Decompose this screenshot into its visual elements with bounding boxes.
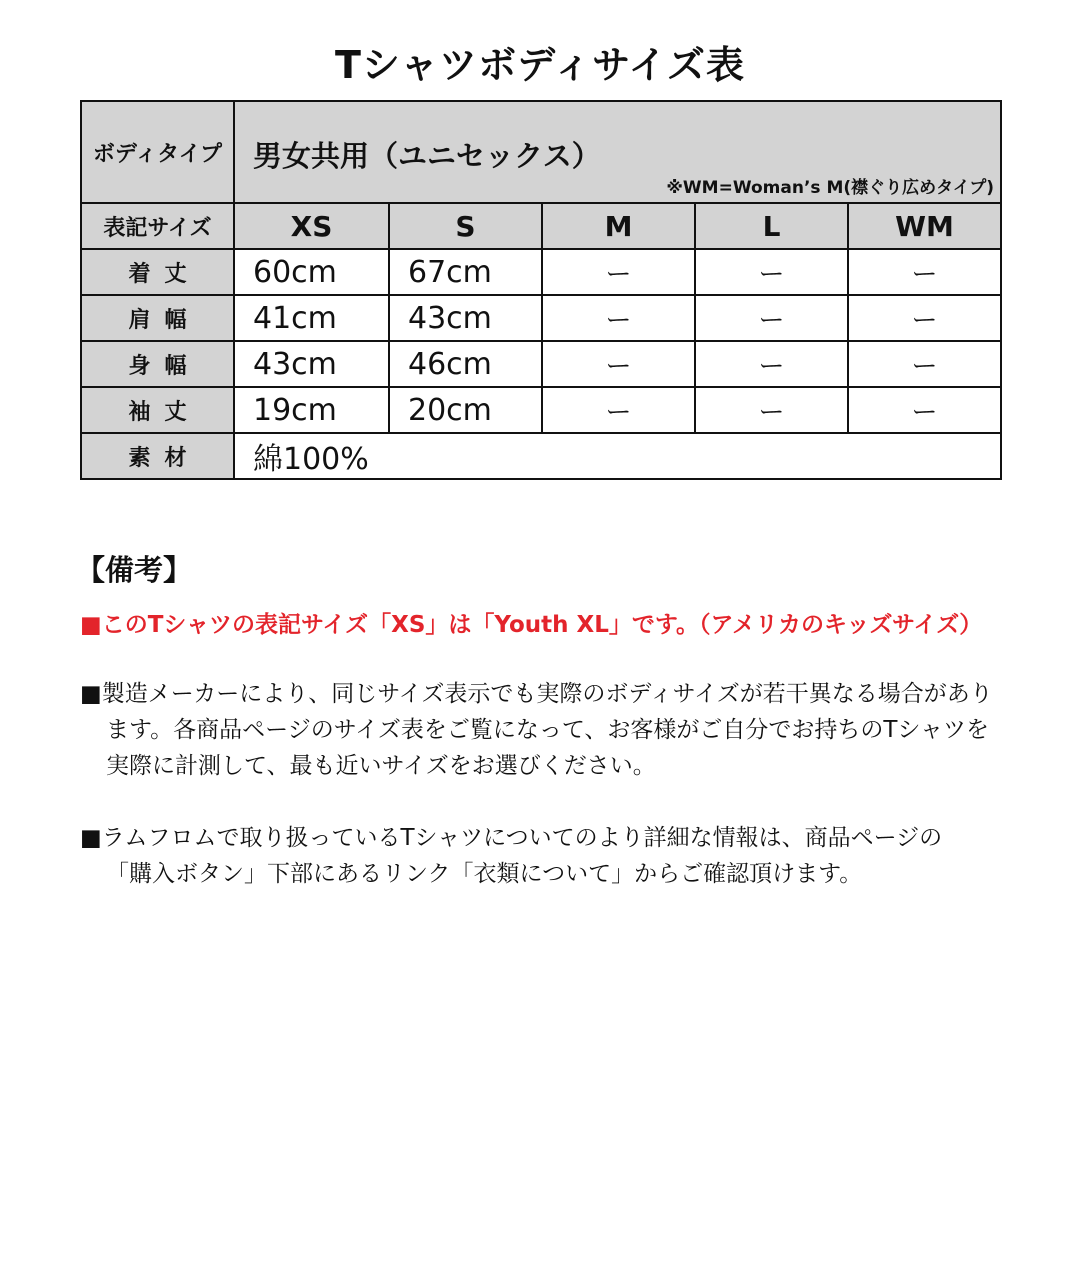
body-type-cell	[234, 101, 1001, 203]
size-header-row	[81, 203, 1001, 249]
row-label: 肩幅	[81, 295, 234, 341]
body-type-value: 男女共用（ユニセックス）	[253, 139, 601, 173]
remark-line: 「購入ボタン」下部にあるリンク「衣類について」からご確認頂けます。	[106, 861, 863, 887]
material-label: 素材	[81, 433, 234, 479]
wm-note: ※WM=Woman’s M(襟ぐり広めタイプ)	[666, 178, 995, 198]
table-cell: ー	[848, 341, 1001, 387]
table-cell: 19cm	[234, 387, 389, 433]
material-row	[81, 433, 1001, 479]
size-s-header: S	[389, 203, 542, 249]
table-cell: ー	[848, 387, 1001, 433]
body-type-label: ボディタイプ	[81, 101, 234, 203]
table-row	[81, 387, 1001, 433]
size-table	[80, 100, 1002, 480]
remark-line: ■ラムフロムで取り扱っているTシャツについてのより詳細な情報は、商品ページの	[80, 825, 943, 851]
material-value: 綿100%	[234, 433, 1001, 479]
table-cell: ー	[542, 249, 695, 295]
table-cell: 60cm	[234, 249, 389, 295]
row-label: 袖丈	[81, 387, 234, 433]
table-cell: ー	[848, 249, 1001, 295]
table-cell: ー	[848, 295, 1001, 341]
table-cell: 46cm	[389, 341, 542, 387]
table-cell: 67cm	[389, 249, 542, 295]
table-row	[81, 249, 1001, 295]
table-row	[81, 295, 1001, 341]
table-cell: ー	[542, 295, 695, 341]
size-label: 表記サイズ	[81, 203, 234, 249]
table-cell: ー	[695, 387, 848, 433]
size-xs-header: XS	[234, 203, 389, 249]
remark-paragraph	[80, 820, 1010, 892]
table-cell: ー	[542, 387, 695, 433]
page-title: Tシャツボディサイズ表	[334, 43, 746, 87]
remark-line: ■製造メーカーにより、同じサイズ表示でも実際のボディサイズが若干異なる場合があり	[80, 681, 993, 707]
table-cell: 41cm	[234, 295, 389, 341]
remark-line: 実際に計測して、最も近いサイズをお選びください。	[106, 753, 656, 779]
remark-paragraph	[80, 676, 1010, 784]
table-cell: ー	[695, 341, 848, 387]
table-row	[81, 341, 1001, 387]
table-cell: 43cm	[389, 295, 542, 341]
size-note-warning: ■このTシャツの表記サイズ「XS」は「Youth XL」です。（アメリカのキッズサイズ）	[80, 612, 983, 638]
remark-line: ます。各商品ページのサイズ表をご覧になって、お客様がご自分でお持ちのTシャツを	[106, 717, 989, 743]
size-wm-header: WM	[848, 203, 1001, 249]
table-cell: ー	[542, 341, 695, 387]
table-cell: 43cm	[234, 341, 389, 387]
body-type-row	[81, 101, 1001, 203]
remarks-title: 【備考】	[76, 553, 193, 587]
table-cell: 20cm	[389, 387, 542, 433]
row-label: 身幅	[81, 341, 234, 387]
table-cell: ー	[695, 249, 848, 295]
size-m-header: M	[542, 203, 695, 249]
table-cell: ー	[695, 295, 848, 341]
row-label: 着丈	[81, 249, 234, 295]
size-l-header: L	[695, 203, 848, 249]
